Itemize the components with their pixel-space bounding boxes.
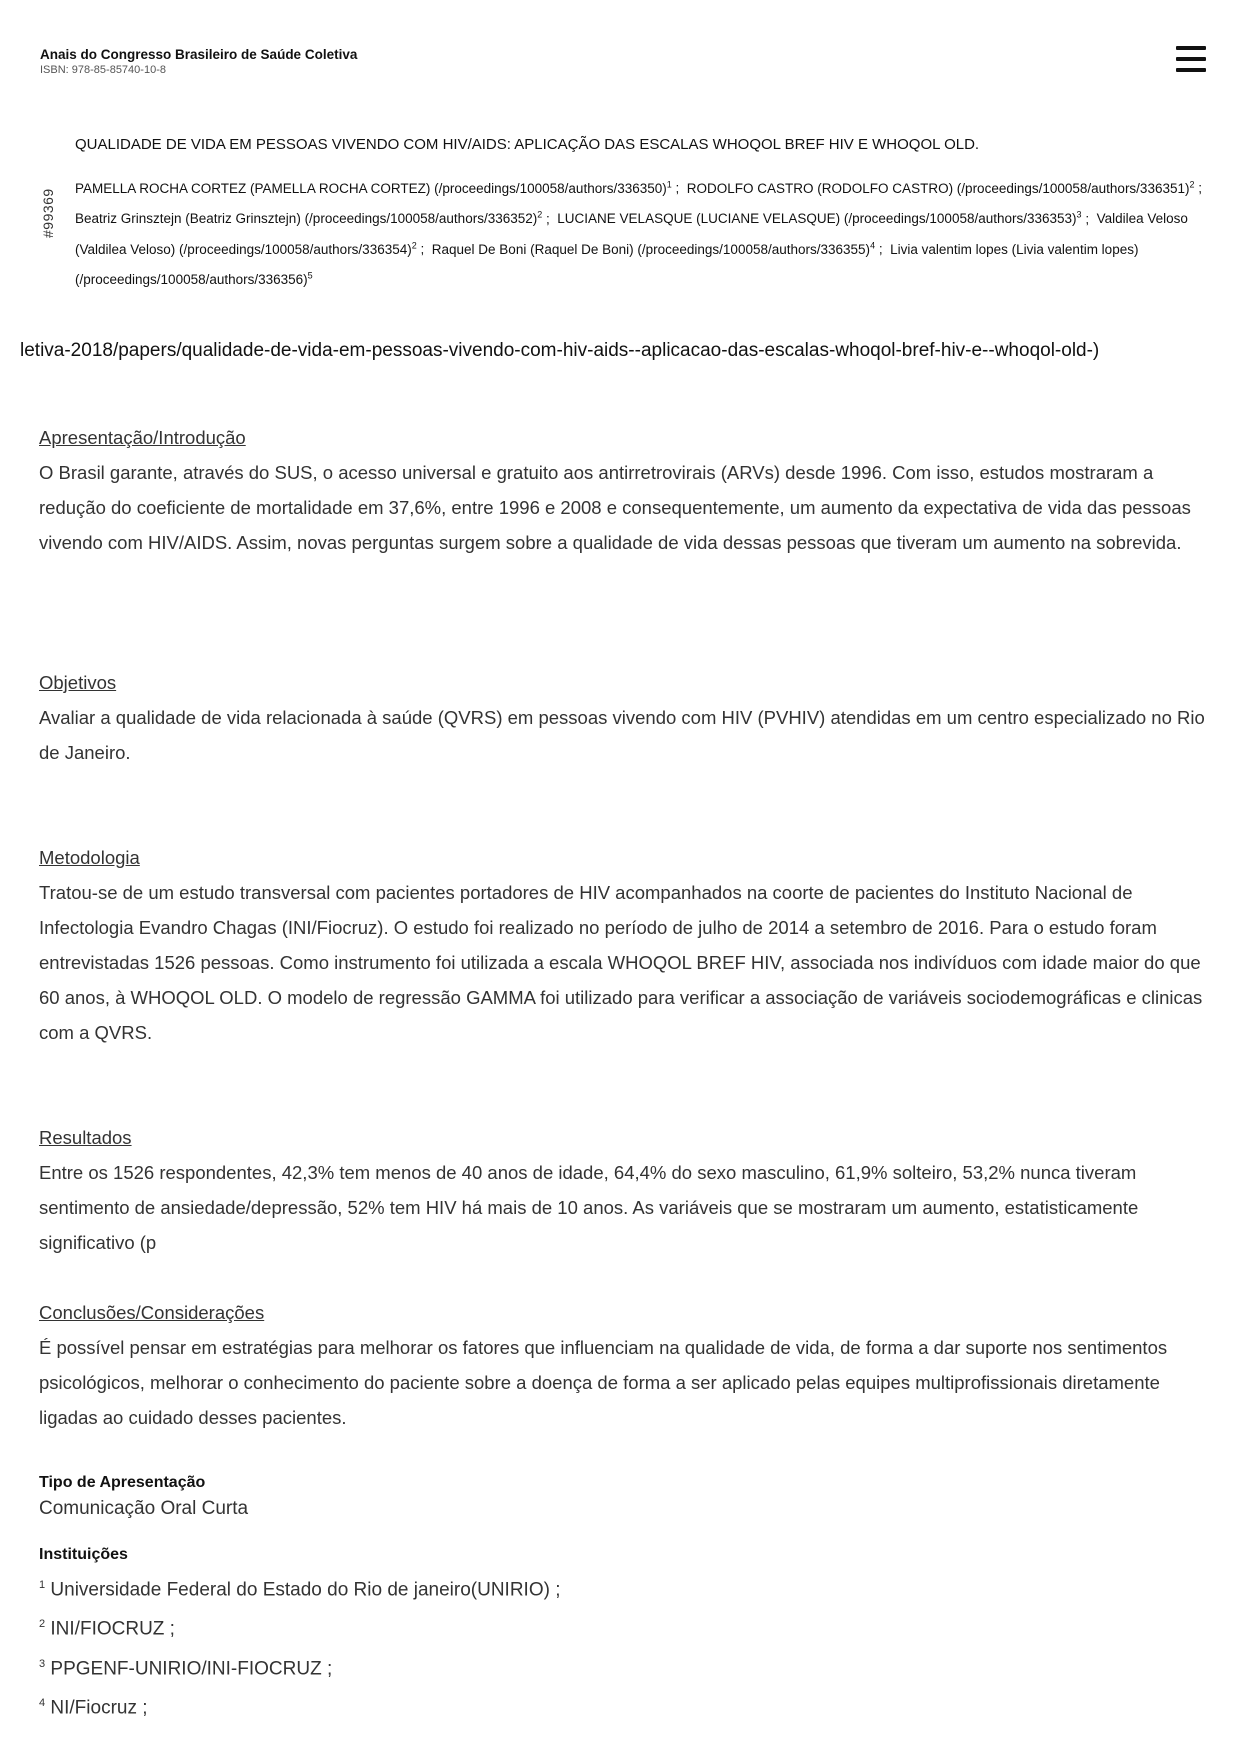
- paper-url: letiva-2018/papers/qualidade-de-vida-em-pessoas-vivendo-com-hiv-aids--aplicacao-das-escalas-whoqol-bref-hiv-e--whoqol-old-): [20, 340, 1100, 361]
- section-heading: Apresentação/Introdução: [39, 427, 246, 448]
- section-heading: Metodologia: [39, 847, 140, 868]
- author-link[interactable]: Valdilea Veloso (Valdilea Veloso) (/proceedings/100058/authors/336354)$^2$: [75, 211, 1188, 257]
- hamburger-menu-icon[interactable]: [1176, 46, 1206, 74]
- institution-item: $^3$ PPGENF-UNIRIO/INI-FIOCRUZ ;: [39, 1657, 333, 1679]
- author-link[interactable]: RODOLFO CASTRO (RODOLFO CASTRO) (/proceedings/100058/authors/336351)$^2$: [686, 179, 1195, 196]
- section-objetivos: [39, 665, 1214, 770]
- section-heading: Resultados: [39, 1127, 132, 1148]
- paper-id: #99369: [40, 188, 56, 238]
- paper-title: QUALIDADE DE VIDA EM PESSOAS VIVENDO COM HIV/AIDS: APLICAÇÃO DAS ESCALAS WHOQOL BREF HIV E WHOQOL OLD.: [75, 136, 980, 153]
- section-text: Tratou-se de um estudo transversal com pacientes portadores de HIV acompanhados na coorte de pacientes do Instituto Nacional de Infectologia Evandro Chagas (INI/Fiocruz). O estudo foi realizado no período de julho de 2014 a setembro de 2016. Para o estudo foram entrevistadas 1526 pessoas. Como instrumento foi utilizada a escala WHOQOL BREF HIV, associada nos indivíduos com idade maior do que 60 anos, à WHOQOL OLD. O modelo de regressão GAMMA foi utilizado para verificar a associação de variáveis sociodemográficas e clinicas com a QVRS.: [39, 882, 1203, 1043]
- author-link[interactable]: Livia valentim lopes (Livia valentim lopes) (/proceedings/100058/authors/336356)$^5$: [75, 241, 1139, 287]
- author-link[interactable]: LUCIANE VELASQUE (LUCIANE VELASQUE) (/proceedings/100058/authors/336353)$^3$: [557, 209, 1082, 226]
- section-resultados: [39, 1120, 1214, 1260]
- institution-item: $^4$ NI/Fiocruz ;: [39, 1696, 148, 1719]
- institutions: [39, 1546, 1214, 1725]
- author-link[interactable]: Raquel De Boni (Raquel De Boni) (/proceedings/100058/authors/336355)$^4$: [431, 240, 876, 257]
- section-text: É possível pensar em estratégias para melhorar os fatores que influenciam na qualidade de vida, de forma a dar suporte nos sentimentos psicológicos, melhorar o conhecimento do paciente sobre a doença de forma a ser aplicado pelas equipes multiprofissionais diretamente ligadas ao cuidado desses pacientes.: [39, 1337, 1168, 1428]
- section-heading: Objetivos: [39, 672, 117, 693]
- tipo-value: Comunicação Oral Curta: [39, 1498, 249, 1519]
- section-text: Avaliar a qualidade de vida relacionada à saúde (QVRS) em pessoas vivendo com HIV (PVHIV) atendidas em um centro especializado no Rio de Janeiro.: [39, 707, 1205, 763]
- author-list: PAMELLA ROCHA CORTEZ (PAMELLA ROCHA CORTEZ) (/proceedings/100058/authors/336350)$^1$ ; RODOLFO CASTRO (RODOLFO CASTRO) (/proceedings/100058/authors/336351)$^2$ ; Beatriz Grinsztejn (Beatriz Grinsztejn) (/proceedings/100058/authors/336352)$^2$ ; LUCIANE VELASQUE (LUCIANE VELASQUE) (/proceedings/100058/authors/336353)$^3$ ; Valdilea Veloso (Valdilea Veloso) (/proceedings/100058/authors/336354)$^2$ ; Raquel De Boni (Raquel De Boni) (/proceedings/100058/authors/336355)$^4$ ; Livia valentim lopes (Livia valentim lopes) (/proceedings/100058/authors/336356)$^5$: [75, 179, 1206, 287]
- section-metodologia: [39, 840, 1214, 1050]
- author-link[interactable]: PAMELLA ROCHA CORTEZ (PAMELLA ROCHA CORTEZ) (/proceedings/100058/authors/336350)$^1$: [75, 179, 672, 196]
- section-intro: [39, 420, 1214, 560]
- institution-item: $^2$ INI/FIOCRUZ ;: [39, 1618, 175, 1640]
- author-link[interactable]: Beatriz Grinsztejn (Beatriz Grinsztejn) (/proceedings/100058/authors/336352)$^2$: [75, 209, 543, 226]
- section-text: Entre os 1526 respondentes, 42,3% tem menos de 40 anos de idade, 64,4% do sexo masculino, 61,9% solteiro, 53,2% nunca tiveram sentimento de ansiedade/depressão, 52% tem HIV há mais de 10 anos. As variáveis que se mostraram um aumento, estatisticamente significativo (p: [39, 1162, 1139, 1253]
- section-conclusoes: [39, 1295, 1214, 1435]
- isbn: ISBN: 978-85-85740-10-8: [40, 64, 166, 76]
- institution-item: $^1$ Universidade Federal do Estado do Rio de janeiro(UNIRIO) ;: [39, 1579, 561, 1601]
- presentation-type: [39, 1474, 1214, 1520]
- journal-title: Anais do Congresso Brasileiro de Saúde Coletiva: [40, 47, 358, 62]
- section-heading: Conclusões/Considerações: [39, 1302, 265, 1323]
- instituicoes-label: Instituições: [39, 1546, 128, 1563]
- header: [40, 47, 357, 76]
- tipo-label: Tipo de Apresentação: [39, 1474, 206, 1491]
- section-text: O Brasil garante, através do SUS, o acesso universal e gratuito aos antirretrovirais (ARVs) desde 1996. Com isso, estudos mostraram a redução do coeficiente de mortalidade em 37,6%, entre 1996 e 2008 e consequentemente, um aumento da expectativa de vida das pessoas vivendo com HIV/AIDS. Assim, novas perguntas surgem sobre a qualidade de vida dessas pessoas que tiveram um aumento na sobrevida.: [39, 462, 1191, 553]
